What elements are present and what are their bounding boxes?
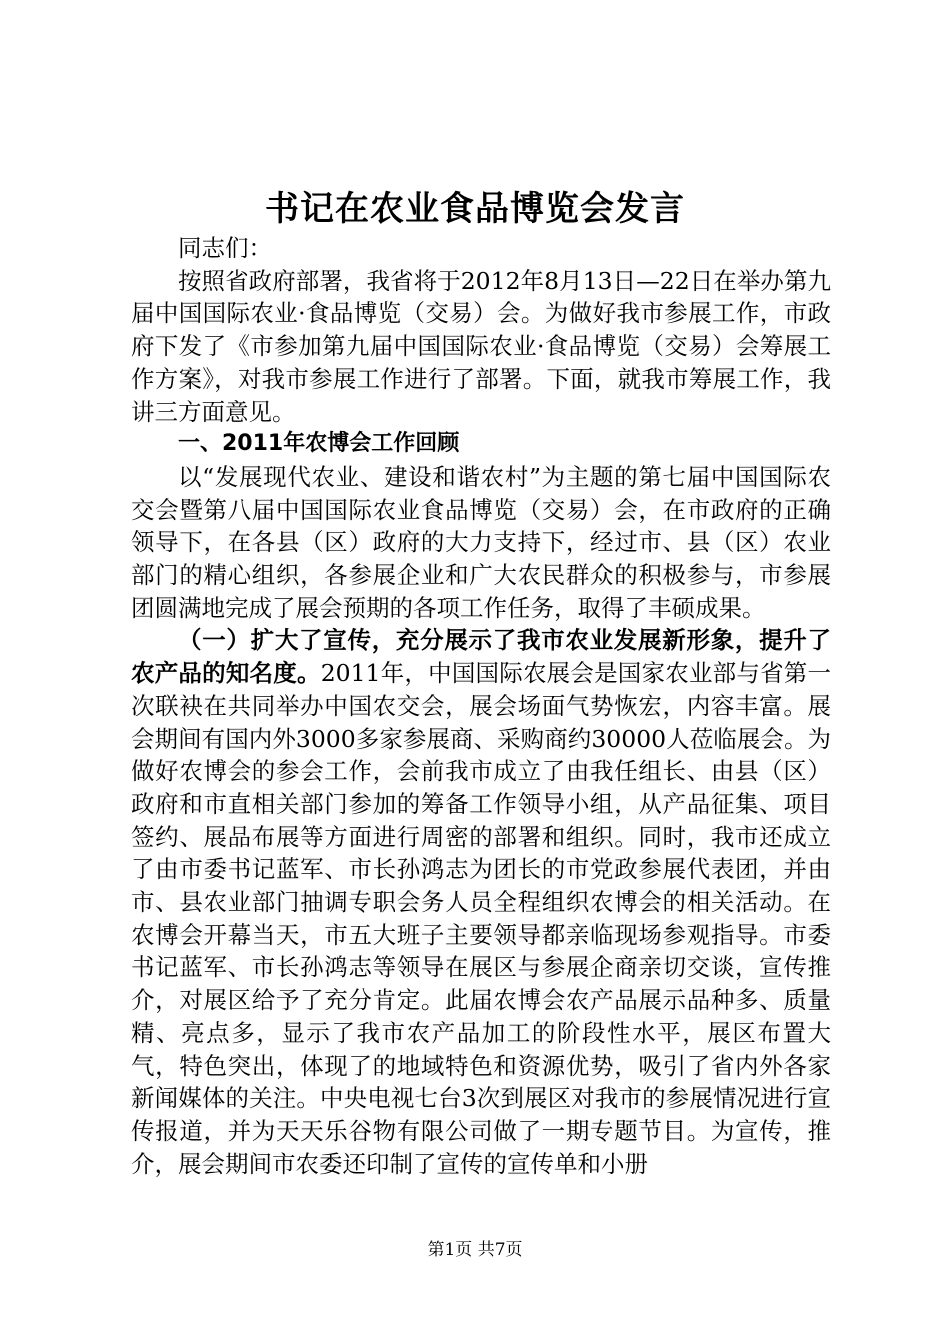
review-paragraph: 以“发展现代农业、建设和谐农村”为主题的第七届中国国际农交会暨第八届中国国际农业食品博览（交易）会，在市政府的正确领导下，在各县（区）政府的大力支持下，经过市、县（区）农业部门的精心组织，各参展企业和广大农民群众的积极参与，市参展团圆满地完成了展会预期的各项工作任务，取得了丰硕成果。 <box>131 462 831 622</box>
point-1-paragraph <box>131 624 831 1180</box>
section-heading-1: 一、2011年农博会工作回顾 <box>178 431 460 457</box>
page-footer: 第1页 共7页 <box>427 1240 523 1260</box>
salutation: 同志们： <box>178 234 272 262</box>
document-body <box>131 232 831 1180</box>
document-title: 书记在农业食品博览会发言 <box>265 189 685 229</box>
point-1-body: 2011年，中国国际农展会是国家农业部与省第一次联袂在共同举办中国农交会，展会场面气势恢宏，内容丰富。展会期间有国内外3000多家参展商、采购商约30000人莅临展会。为做好农博会的参会工作，会前我市成立了由我任组长、由县（区）政府和市直相关部门参加的筹备工作领导小组，从产品征集、项目签约、展品布展等方面进行周密的部署和组织。同时，我市还成立了由市委书记蓝军、市长孙鸿志为团长的市党政参展代表团，并由市、县农业部门抽调专职会务人员全程组织农博会的相关活动。在农博会开幕当天，市五大班子主要领导都亲临现场参观指导。市委书记蓝军、市长孙鸿志等领导在展区与参展企商亲切交谈，宣传推介，对展区给予了充分肯定。此届农博会农产品展示品种多、质量精、亮点多，显示了我市农产品加工的阶段性水平，展区布置大气，特色突出，体现了的地域特色和资源优势，吸引了省内外各家新闻媒体的关注。中央电视七台3次到展区对我市的参展情况进行宣传报道，并为天天乐谷物有限公司做了一期专题节目。为宣传，推介，展会期间市农委还印制了宣传的宣传单和小册 <box>131 659 831 1178</box>
intro-paragraph: 按照省政府部署，我省将于2012年8月13日—22日在举办第九届中国国际农业·食品博览（交易）会。为做好我市参展工作，市政府下发了《市参加第九届中国国际农业·食品博览（交易）会筹展工作方案》，对我市参展工作进行了部署。下面，就我市筹展工作，我讲三方面意见。 <box>131 266 831 426</box>
point-1-lead: （一）扩大了宣传，充分展示了我市农业发展新形象，提升了农产品的知名度。 <box>131 626 831 688</box>
